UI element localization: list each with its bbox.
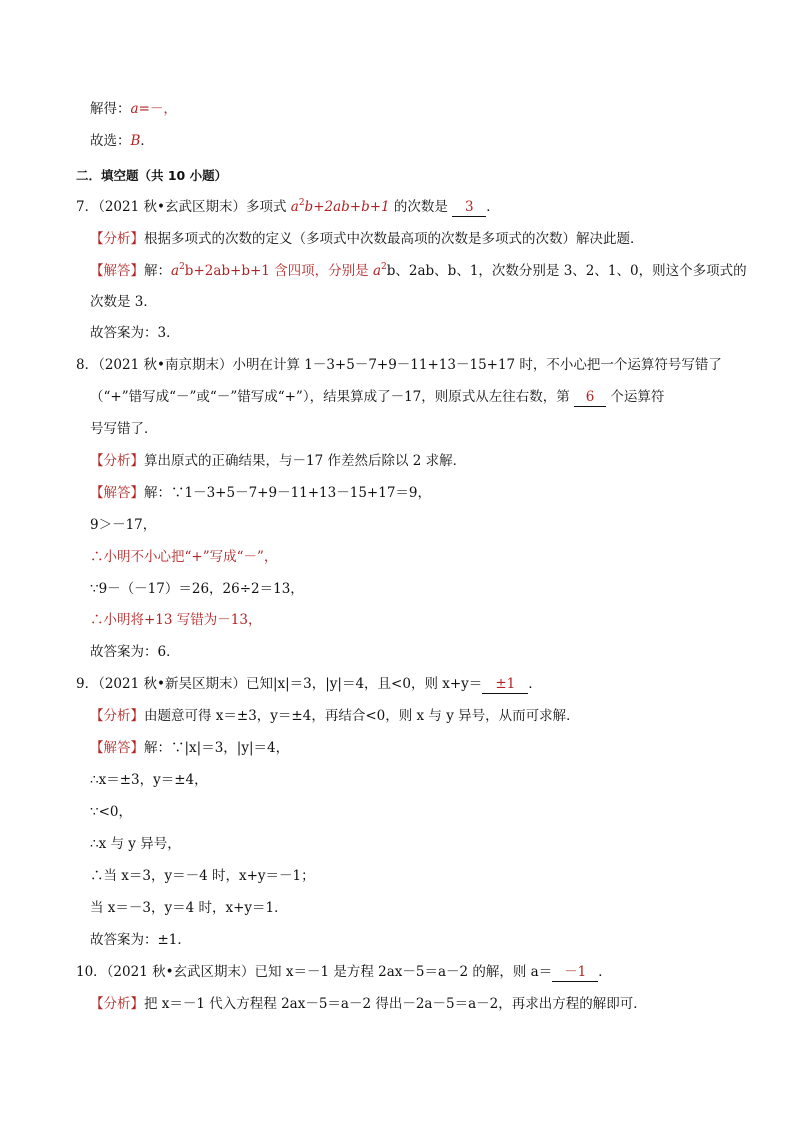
solve-line: 解得：a=－， — [90, 101, 177, 117]
question-8-line3: 号写错了． — [90, 421, 158, 437]
question-7: 7．（2021 秋•玄武区期末）多项式 $a^2b+2ab+b+1$ 的次数是 3 ． — [76, 198, 500, 215]
q7-solution: 【解答】解：$a^2b+2ab+b+1$ 含四项，分别是 $a^2b$、2ab、b、1，次数分别是 3、2、1、0，则这个多项式的 — [90, 262, 747, 279]
question-8-line2: （“+”错写成“－”或“－”错写成“+”），结果算成了－17，则原式从左往右数，第 6 个运算符 — [90, 389, 665, 405]
q8-step: ∴小明不小心把“+”写成“－”， — [90, 549, 278, 565]
question-9: 9．（2021 秋•新吴区期末）已知|x|＝3，|y|＝4，且<0，则 x+y＝ ±1 ． — [76, 676, 542, 692]
section-heading: 二．填空题（共 10 小题） — [76, 168, 228, 183]
q8-final: 故答案为：6． — [90, 644, 180, 660]
q9-step: ∴x＝±3，y＝±4， — [90, 772, 208, 788]
q7-final: 故答案为：3． — [90, 325, 180, 341]
q9-final: 故答案为：±1． — [90, 932, 191, 948]
question-8: 8．（2021 秋•南京期末）小明在计算 1－3+5－7+9－11+13－15+17 时，不小心把一个运算符号写错了 — [76, 357, 722, 373]
q9-step: 当 x＝－3，y＝4 时，x+y＝1． — [90, 900, 288, 916]
q8-step: ∵9－（－17）＝26，26÷2＝13， — [90, 581, 304, 597]
q8-solution: 【解答】解：∵1－3+5－7+9－11+13－15+17＝9， — [90, 485, 431, 501]
answer-blank: 6 — [574, 388, 606, 407]
q7-solution-2: 次数是 3． — [90, 294, 157, 310]
choose-line: 故选：B． — [90, 133, 154, 149]
answer-blank: 3 — [452, 198, 486, 217]
answer-blank: ±1 — [482, 675, 528, 694]
q10-analysis: 【分析】把 x＝－1 代入方程程 2ax－5＝a－2 得出－2a－5＝a－2，再求出方程的解即可． — [90, 996, 647, 1012]
q8-step: ∴小明将+13 写错为－13， — [90, 612, 262, 628]
q8-step: 9＞－17， — [90, 517, 157, 533]
q9-solution: 【解答】解：∵|x|＝3，|y|＝4， — [90, 740, 290, 756]
answer-blank: －1 — [552, 963, 598, 982]
q9-analysis: 【分析】由题意可得 x＝±3，y＝±4，再结合<0，则 x 与 y 异号，从而可求解． — [90, 708, 580, 724]
q9-step: ∴x 与 y 异号， — [90, 836, 181, 852]
q9-step: ∵<0， — [90, 804, 132, 820]
question-10: 10．（2021 秋•玄武区期末）已知 x＝－1 是方程 2ax－5＝a－2 的解，则 a＝ －1 ． — [76, 964, 612, 980]
q8-analysis: 【分析】算出原式的正确结果，与－17 作差然后除以 2 求解． — [90, 453, 467, 469]
q9-step: ∴当 x＝3，y＝－4 时，x+y＝－1； — [90, 868, 315, 884]
q7-analysis: 【分析】根据多项式的次数的定义（多项式中次数最高项的次数是多项式的次数）解决此题． — [90, 231, 644, 247]
